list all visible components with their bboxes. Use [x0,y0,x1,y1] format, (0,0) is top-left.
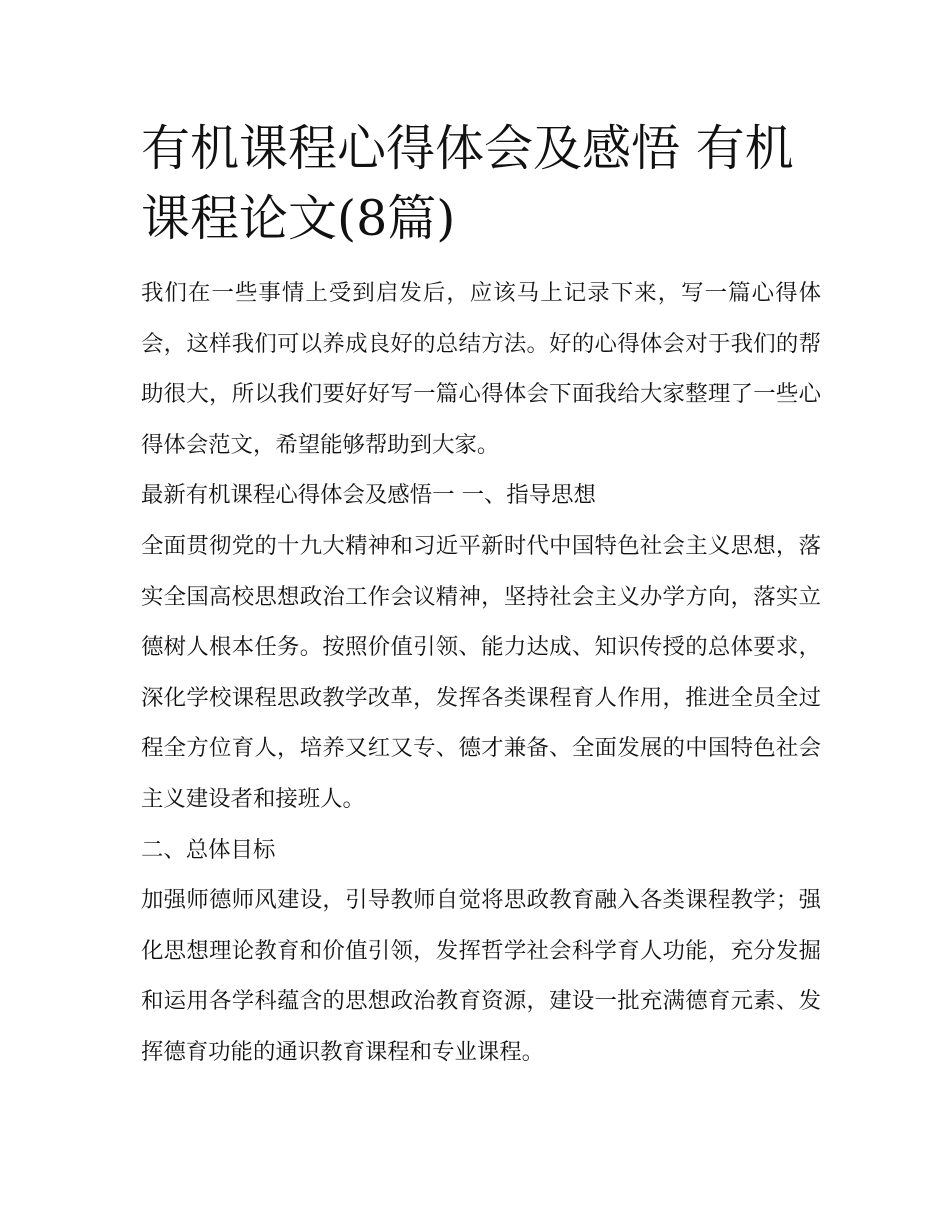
document-title: 有机课程心得体会及感悟 有机课程论文(8篇) [141,120,794,247]
section-heading-guiding-ideology: 最新有机课程心得体会及感悟一 一、指导思想 [141,482,596,509]
overall-goal-paragraph: 加强师德师风建设，引导教师自觉将思政教育融入各类课程教学；强化思想理论教育和价值引领，发挥哲学社会科学育人功能，充分发掘和运用各学科蕴含的思想政治教育资源，建设一批充满德育元素、发挥德育功能的通识教育课程和专业课程。 [141,887,821,1065]
section-heading-overall-goal: 二、总体目标 [141,836,276,863]
document-body [141,114,821,1078]
intro-paragraph: 我们在一些事情上受到启发后，应该马上记录下来，写一篇心得体会，这样我们可以养成良好的总结方法。好的心得体会对于我们的帮助很大，所以我们要好好写一篇心得体会下面我给大家整理了一些心得体会范文，希望能够帮助到大家。 [141,280,821,458]
guiding-ideology-paragraph: 全面贯彻党的十九大精神和习近平新时代中国特色社会主义思想，落实全国高校思想政治工作会议精神，坚持社会主义办学方向，落实立德树人根本任务。按照价值引领、能力达成、知识传授的总体要求，深化学校课程思政教学改革，发挥各类课程育人作用，推进全员全过程全方位育人，培养又红又专、德才兼备、全面发展的中国特色社会主义建设者和接班人。 [141,532,821,812]
